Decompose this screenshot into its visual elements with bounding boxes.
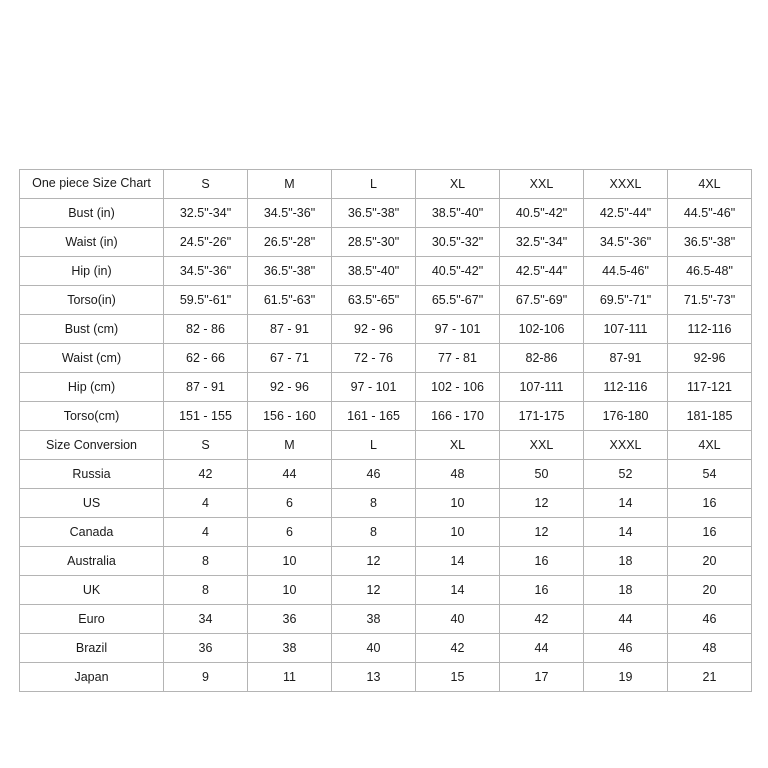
cell: 4XL xyxy=(668,431,752,460)
cell: 52 xyxy=(584,460,668,489)
cell: 112-116 xyxy=(584,373,668,402)
cell: 20 xyxy=(668,576,752,605)
cell: 166 - 170 xyxy=(416,402,500,431)
cell: 14 xyxy=(584,489,668,518)
cell: 151 - 155 xyxy=(164,402,248,431)
cell: 26.5"-28" xyxy=(248,228,332,257)
row-label: Bust (in) xyxy=(20,199,164,228)
cell: 16 xyxy=(500,576,584,605)
cell: 8 xyxy=(164,547,248,576)
cell: 8 xyxy=(332,489,416,518)
table-row xyxy=(20,286,752,315)
cell: 112-116 xyxy=(668,315,752,344)
cell: 44 xyxy=(500,634,584,663)
table-row xyxy=(20,576,752,605)
cell: 34.5"-36" xyxy=(164,257,248,286)
cell: 82-86 xyxy=(500,344,584,373)
cell: 28.5"-30" xyxy=(332,228,416,257)
table-row xyxy=(20,460,752,489)
cell: 48 xyxy=(668,634,752,663)
cell: 48 xyxy=(416,460,500,489)
table-row xyxy=(20,257,752,286)
cell: 14 xyxy=(416,576,500,605)
table-row xyxy=(20,547,752,576)
cell: 40.5"-42" xyxy=(416,257,500,286)
cell: 38.5"-40" xyxy=(332,257,416,286)
cell: M xyxy=(248,431,332,460)
table-row xyxy=(20,402,752,431)
row-label: Bust (cm) xyxy=(20,315,164,344)
cell: 8 xyxy=(332,518,416,547)
cell: 40 xyxy=(416,605,500,634)
table-body xyxy=(20,199,752,692)
cell: 13 xyxy=(332,663,416,692)
cell: 97 - 101 xyxy=(416,315,500,344)
size-chart-table xyxy=(19,169,752,692)
row-label: UK xyxy=(20,576,164,605)
table-header xyxy=(20,170,752,199)
row-label: Australia xyxy=(20,547,164,576)
table-row xyxy=(20,373,752,402)
cell: 38 xyxy=(332,605,416,634)
cell: 16 xyxy=(668,518,752,547)
cell: 6 xyxy=(248,489,332,518)
cell: 10 xyxy=(416,518,500,547)
cell: XXL xyxy=(500,431,584,460)
table-row xyxy=(20,634,752,663)
column-header-s: S xyxy=(164,170,248,199)
cell: 36.5"-38" xyxy=(668,228,752,257)
cell: 71.5"-73" xyxy=(668,286,752,315)
table-row xyxy=(20,663,752,692)
cell: 38.5"-40" xyxy=(416,199,500,228)
cell: 161 - 165 xyxy=(332,402,416,431)
cell: 54 xyxy=(668,460,752,489)
cell: 87 - 91 xyxy=(164,373,248,402)
cell: 107-111 xyxy=(584,315,668,344)
cell: 30.5"-32" xyxy=(416,228,500,257)
table-header-row xyxy=(20,170,752,199)
cell: 32.5"-34" xyxy=(164,199,248,228)
cell: 17 xyxy=(500,663,584,692)
row-label: Hip (cm) xyxy=(20,373,164,402)
cell: 11 xyxy=(248,663,332,692)
row-label: Waist (in) xyxy=(20,228,164,257)
cell: 77 - 81 xyxy=(416,344,500,373)
cell: 156 - 160 xyxy=(248,402,332,431)
cell: 63.5"-65" xyxy=(332,286,416,315)
cell: 117-121 xyxy=(668,373,752,402)
cell: XL xyxy=(416,431,500,460)
table-row xyxy=(20,431,752,460)
cell: 42 xyxy=(164,460,248,489)
cell: 6 xyxy=(248,518,332,547)
cell: 102 - 106 xyxy=(416,373,500,402)
table-row xyxy=(20,489,752,518)
cell: 72 - 76 xyxy=(332,344,416,373)
cell: 15 xyxy=(416,663,500,692)
cell: 46.5-48" xyxy=(668,257,752,286)
cell: 87-91 xyxy=(584,344,668,373)
table-row xyxy=(20,199,752,228)
cell: 10 xyxy=(248,576,332,605)
cell: 19 xyxy=(584,663,668,692)
cell: 50 xyxy=(500,460,584,489)
cell: 62 - 66 xyxy=(164,344,248,373)
table-row xyxy=(20,315,752,344)
cell: 12 xyxy=(332,547,416,576)
column-header-l: L xyxy=(332,170,416,199)
cell: 61.5"-63" xyxy=(248,286,332,315)
cell: 36 xyxy=(248,605,332,634)
cell: 8 xyxy=(164,576,248,605)
cell: 36.5"-38" xyxy=(332,199,416,228)
cell: 34.5"-36" xyxy=(584,228,668,257)
column-header-xxxl: XXXL xyxy=(584,170,668,199)
cell: 69.5"-71" xyxy=(584,286,668,315)
row-label: Torso(in) xyxy=(20,286,164,315)
cell: 92 - 96 xyxy=(332,315,416,344)
cell: 14 xyxy=(416,547,500,576)
cell: 82 - 86 xyxy=(164,315,248,344)
column-header-xxl: XXL xyxy=(500,170,584,199)
cell: 4 xyxy=(164,489,248,518)
cell: XXXL xyxy=(584,431,668,460)
cell: 9 xyxy=(164,663,248,692)
cell: 32.5"-34" xyxy=(500,228,584,257)
table-row xyxy=(20,228,752,257)
cell: 42 xyxy=(416,634,500,663)
cell: 40.5"-42" xyxy=(500,199,584,228)
cell: 21 xyxy=(668,663,752,692)
row-label: Waist (cm) xyxy=(20,344,164,373)
chart-title: One piece Size Chart xyxy=(20,170,164,199)
row-label: Japan xyxy=(20,663,164,692)
table-row xyxy=(20,605,752,634)
cell: 38 xyxy=(248,634,332,663)
cell: 176-180 xyxy=(584,402,668,431)
cell: 36.5"-38" xyxy=(248,257,332,286)
cell: 34 xyxy=(164,605,248,634)
cell: 59.5"-61" xyxy=(164,286,248,315)
cell: L xyxy=(332,431,416,460)
cell: 97 - 101 xyxy=(332,373,416,402)
cell: 107-111 xyxy=(500,373,584,402)
table-row xyxy=(20,344,752,373)
cell: 42 xyxy=(500,605,584,634)
cell: 67.5"-69" xyxy=(500,286,584,315)
cell: 92-96 xyxy=(668,344,752,373)
table-row xyxy=(20,518,752,547)
size-chart-table-wrapper xyxy=(19,169,751,692)
row-label: Russia xyxy=(20,460,164,489)
cell: 14 xyxy=(584,518,668,547)
cell: 18 xyxy=(584,576,668,605)
cell: 46 xyxy=(584,634,668,663)
cell: 24.5"-26" xyxy=(164,228,248,257)
cell: 46 xyxy=(668,605,752,634)
cell: 181-185 xyxy=(668,402,752,431)
cell: 10 xyxy=(248,547,332,576)
cell: 12 xyxy=(500,518,584,547)
cell: 87 - 91 xyxy=(248,315,332,344)
cell: 44.5-46" xyxy=(584,257,668,286)
cell: 42.5"-44" xyxy=(584,199,668,228)
cell: 44.5"-46" xyxy=(668,199,752,228)
cell: 18 xyxy=(584,547,668,576)
column-header-xl: XL xyxy=(416,170,500,199)
cell: 44 xyxy=(248,460,332,489)
cell: 44 xyxy=(584,605,668,634)
cell: 171-175 xyxy=(500,402,584,431)
row-label: Brazil xyxy=(20,634,164,663)
cell: 67 - 71 xyxy=(248,344,332,373)
row-label: Canada xyxy=(20,518,164,547)
cell: 12 xyxy=(332,576,416,605)
column-header-m: M xyxy=(248,170,332,199)
cell: 36 xyxy=(164,634,248,663)
cell: 16 xyxy=(668,489,752,518)
row-label: Hip (in) xyxy=(20,257,164,286)
cell: 92 - 96 xyxy=(248,373,332,402)
column-header-4xl: 4XL xyxy=(668,170,752,199)
cell: 4 xyxy=(164,518,248,547)
row-label: Torso(cm) xyxy=(20,402,164,431)
cell: 20 xyxy=(668,547,752,576)
cell: 102-106 xyxy=(500,315,584,344)
cell: 46 xyxy=(332,460,416,489)
row-label: US xyxy=(20,489,164,518)
cell: 40 xyxy=(332,634,416,663)
row-label: Size Conversion xyxy=(20,431,164,460)
cell: 65.5"-67" xyxy=(416,286,500,315)
cell: 12 xyxy=(500,489,584,518)
row-label: Euro xyxy=(20,605,164,634)
cell: S xyxy=(164,431,248,460)
cell: 42.5"-44" xyxy=(500,257,584,286)
cell: 34.5"-36" xyxy=(248,199,332,228)
cell: 16 xyxy=(500,547,584,576)
cell: 10 xyxy=(416,489,500,518)
